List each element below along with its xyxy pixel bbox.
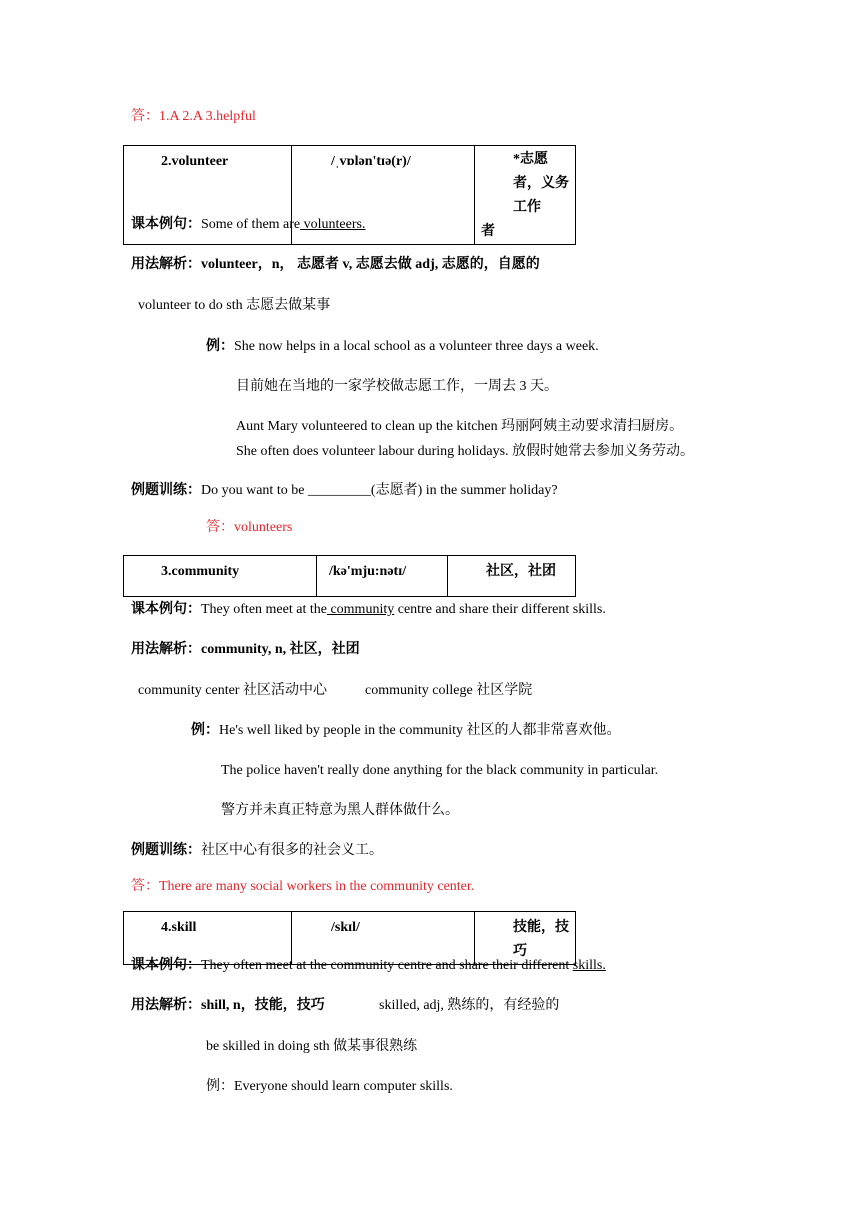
textbook-underlined: volunteers. [300,217,366,232]
textbook-underlined: skills. [572,958,606,973]
practice [131,481,558,501]
usage-analysis [131,255,540,275]
vocab-meaning-line1: *志愿者，义务工作 [513,152,569,215]
vocab-meaning [475,146,576,245]
vocab-meaning: 社区，社团 [448,556,576,597]
vocab-meaning: 技能，技巧 [475,912,576,965]
usage-label: 用法解析： [131,642,201,657]
textbook-text: Some of them are [201,217,301,232]
practice-answer [131,877,474,897]
example-3: She often does volunteer labour during holidays. 放假时她常去参加义务劳动。 [236,444,695,459]
answer-label: 答： [131,109,159,124]
answer-text: volunteers [234,520,293,535]
practice-answer [206,518,292,538]
practice-text: 社区中心有很多的社会义工。 [201,843,383,858]
phrase: volunteer to do sth 志愿去做某事 [138,298,331,313]
example-label: 例： [206,1079,234,1094]
textbook-underlined: community [326,602,395,617]
vocab-word: 2.volunteer [124,146,292,245]
textbook-text: They often meet at the community centre and share their different [201,958,573,973]
usage-analysis [131,996,325,1016]
textbook-label: 课本例句： [131,217,201,232]
example-1 [206,337,599,357]
phrase-1: community center 社区活动中心 [138,683,327,698]
usage-text: shill, n，技能，技巧 [201,998,325,1013]
vocab-meaning-line2: 者 [481,224,495,239]
answer-line [131,107,256,127]
phrase: be skilled in doing sth 做某事很熟练 [206,1039,418,1054]
usage-label: 用法解析： [131,257,201,272]
usage-label: 用法解析： [131,998,201,1013]
textbook-example [131,956,606,976]
example-2: The police haven't really done anything for the black community in particular. [221,763,659,778]
vocab-ipa: /ˌvɒlən'tɪə(r)/ [292,146,475,245]
example-1-translation: 目前她在当地的一家学校做志愿工作，一周去 3 天。 [236,379,558,394]
vocab-word: 4.skill [124,912,292,965]
example-1 [191,721,620,741]
example-text: She now helps in a local school as a volunteer three days a week. [234,339,599,354]
practice [131,841,383,861]
answer-text: 1.A 2.A 3.helpful [159,109,256,124]
usage-analysis [131,640,360,660]
textbook-example [131,215,365,235]
textbook-label: 课本例句： [131,958,201,973]
practice-label: 例题训练： [131,843,201,858]
practice-label: 例题训练： [131,483,201,498]
vocab-word: 3.community [124,556,317,597]
example-text: Everyone should learn computer skills. [234,1079,453,1094]
textbook-text: They often meet at the [201,602,327,617]
usage-extra: skilled, adj, 熟练的，有经验的 [379,998,560,1013]
phrase-2: community college 社区学院 [365,683,533,698]
answer-label: 答： [206,520,234,535]
vocab-ipa: /skɪl/ [292,912,475,965]
example-2-translation: 警方并未真正特意为黑人群体做什么。 [221,803,459,818]
practice-text: Do you want to be _________(志愿者) in the summer holiday? [201,483,558,498]
example-label: 例： [191,723,219,738]
textbook-label: 课本例句： [131,602,201,617]
example-2: Aunt Mary volunteered to clean up the kitchen 玛丽阿姨主动要求清扫厨房。 [236,419,684,434]
example-label: 例： [206,339,234,354]
example-text: He's well liked by people in the community 社区的人都非常喜欢他。 [219,723,621,738]
textbook-text-post: centre and share their different skills. [394,602,606,617]
textbook-example [131,600,606,620]
vocab-ipa: /kə'mju:nətɪ/ [317,556,448,597]
vocab-table-community [123,555,576,597]
example-1 [206,1077,453,1097]
answer-label: 答： [131,879,159,894]
usage-text: community, n, 社区，社团 [201,642,360,657]
usage-text: volunteer，n， 志愿者 v, 志愿去做 adj, 志愿的，自愿的 [201,257,540,272]
answer-text: There are many social workers in the community center. [159,879,475,894]
